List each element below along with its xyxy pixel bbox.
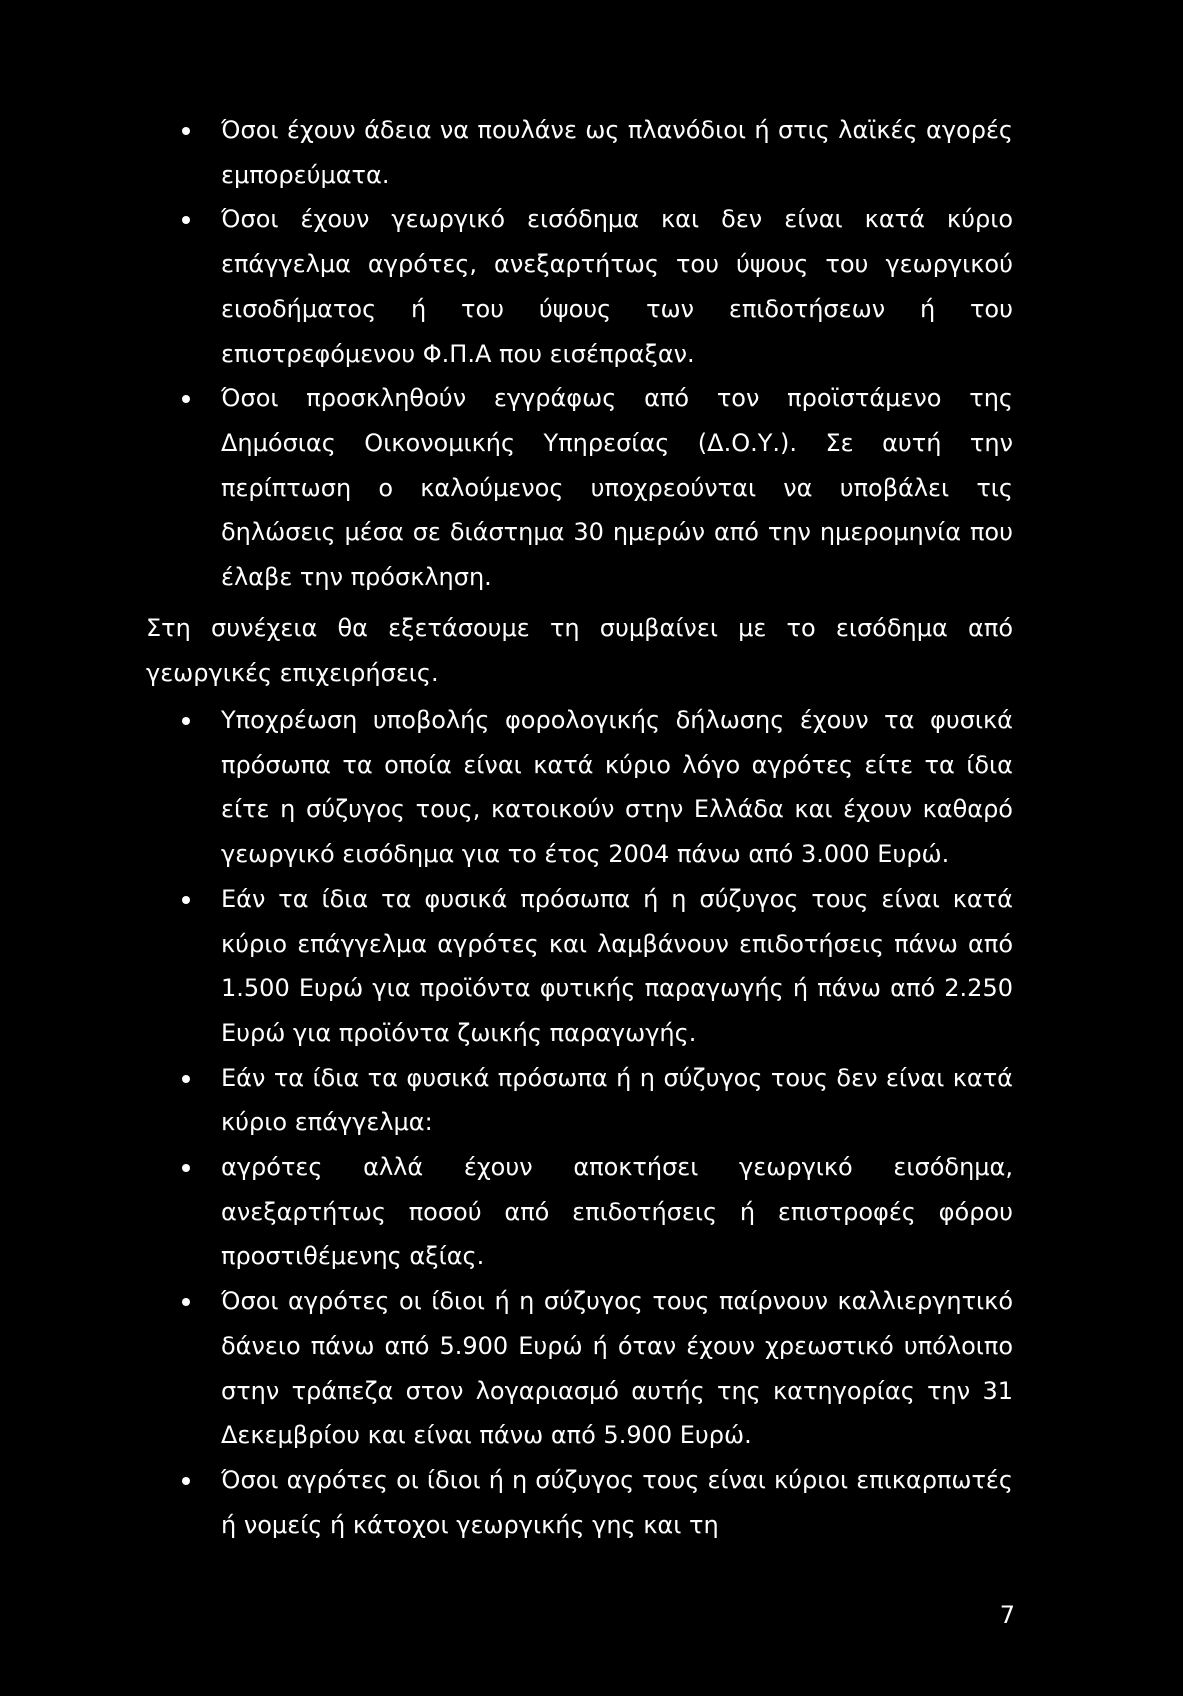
page-number: 7 [999, 1601, 1015, 1629]
list-item: Όσοι αγρότες οι ίδιοι ή η σύζυγος τους είναι κύριοι επικαρπωτές ή νομείς ή κάτοχοι γεωργικής γης και τη [178, 1458, 1013, 1547]
list-item: Εάν τα ίδια τα φυσικά πρόσωπα ή η σύζυγος τους δεν είναι κατά κύριο επάγγελμα: [178, 1056, 1013, 1145]
list-item: Όσοι αγρότες οι ίδιοι ή η σύζυγος τους παίρνουν καλλιεργητικό δάνειο πάνω από 5.900 Ευρώ ή όταν έχουν χρεωστικό υπόλοιπο στην τράπεζα στον λογαριασμό αυτής της κατηγορίας την 31 Δεκεμβρίου και είναι πάνω από 5.900 Ευρώ. [178, 1279, 1013, 1458]
body-paragraph: Στη συνέχεια θα εξετάσουμε τη συμβαίνει με το εισόδημα από γεωργικές επιχειρήσεις. [146, 614, 1013, 687]
bullet-list-bottom [178, 698, 1013, 1547]
list-item: Όσοι έχουν άδεια να πουλάνε ως πλανόδιοι ή στις λαϊκές αγορές εμπορεύματα. [178, 108, 1013, 197]
list-item: Όσοι έχουν γεωργικό εισόδημα και δεν είναι κατά κύριο επάγγελμα αγρότες, ανεξαρτήτως του ύψους του γεωργικού εισοδήματος ή του ύψους των επιδοτήσεων ή του επιστρεφόμενου Φ.Π.Α που εισέπραξαν. [178, 197, 1013, 376]
list-item: Υποχρέωση υποβολής φορολογικής δήλωσης έχουν τα φυσικά πρόσωπα τα οποία είναι κατά κύριο λόγο αγρότες είτε τα ίδια είτε η σύζυγος τους, κατοικούν στην Ελλάδα και έχουν καθαρό γεωργικό εισόδημα για το έτος 2004 πάνω από 3.000 Ευρώ. [178, 698, 1013, 877]
list-item: αγρότες αλλά έχουν αποκτήσει γεωργικό εισόδημα, ανεξαρτήτως ποσού από επιδοτήσεις ή επιστροφές φόρου προστιθέμενης αξίας. [178, 1145, 1013, 1279]
list-item: Εάν τα ίδια τα φυσικά πρόσωπα ή η σύζυγος τους είναι κατά κύριο επάγγελμα αγρότες και λαμβάνουν επιδοτήσεις πάνω από 1.500 Ευρώ για προϊόντα φυτικής παραγωγής ή πάνω από 2.250 Ευρώ για προϊόντα ζωικής παραγωγής. [178, 877, 1013, 1056]
bullet-list-top [178, 108, 1013, 600]
list-item: Όσοι προσκληθούν εγγράφως από τον προϊστάμενο της Δημόσιας Οικονομικής Υπηρεσίας (Δ.Ο.Υ.). Σε αυτή την περίπτωση ο καλούμενος υποχρεούνται να υποβάλει τις δηλώσεις μέσα σε διάστημα 30 ημερών από την ημερομηνία που έλαβε την πρόσκληση. [178, 376, 1013, 600]
